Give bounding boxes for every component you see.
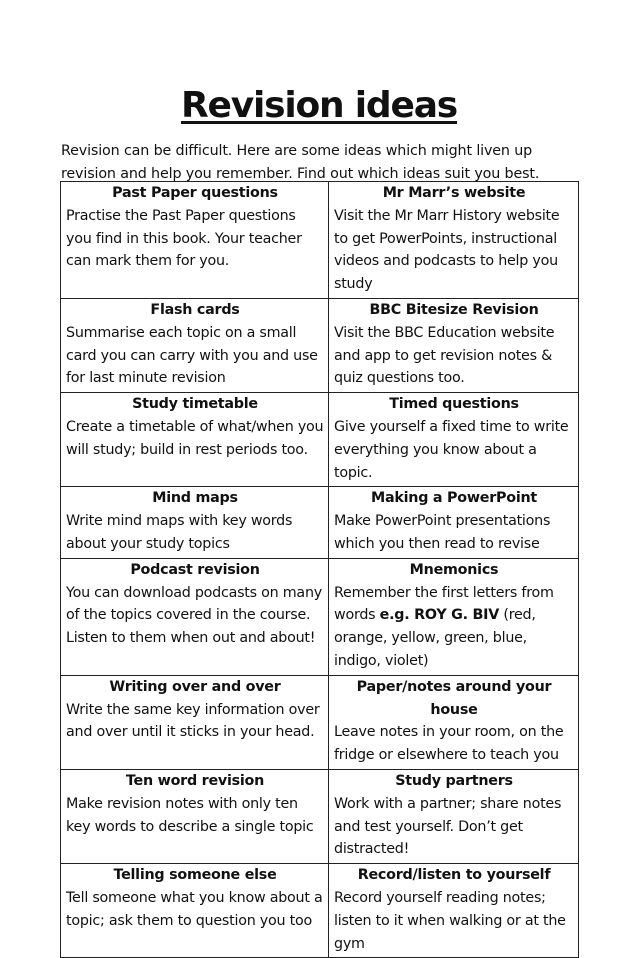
idea-heading: Making a PowerPoint [370,490,538,507]
idea-cell [329,769,579,863]
idea-text: Make PowerPoint presentations which you then read to revise [334,513,551,552]
idea-text: Summarise each topic on a small card you can carry with you and use for last minute revision [66,324,318,387]
idea-heading: Study timetable [132,396,258,413]
idea-heading: Telling someone else [113,867,277,884]
table-row [61,675,579,769]
idea-heading: Mnemonics [409,561,499,578]
idea-text: Visit the Mr Marr History website to get PowerPoints, instructional videos and podcasts to help you study [334,207,560,293]
idea-heading: Flash cards [150,301,240,318]
table-row [61,298,579,392]
idea-cell [61,864,329,958]
idea-text: Write the same key information over and over until it sticks in your head. [66,701,320,741]
idea-text [334,582,574,673]
idea-text: Create a timetable of what/when you will study; build in rest periods too. [66,418,324,458]
idea-text: Record yourself reading notes; listen to it when walking or at the gym [334,889,566,952]
table-row [61,769,579,863]
idea-cell [329,675,579,769]
table-row [61,182,579,299]
idea-heading: Mr Marr’s website [382,185,526,201]
revision-ideas-table [60,181,579,958]
idea-cell [61,393,329,487]
idea-heading: Record/listen to yourself [357,867,551,884]
table-row [61,558,579,675]
idea-text: Make revision notes with only ten key words to describe a single topic [66,795,314,835]
idea-cell [61,487,329,558]
mnemonic-text-start: Remember the first letters from words [334,584,554,624]
page-title [0,84,638,127]
idea-heading: Mind maps [152,490,238,507]
table-row [61,864,579,958]
idea-heading: Timed questions [389,396,519,413]
idea-heading: BBC Bitesize Revision [369,301,539,318]
idea-cell [61,298,329,392]
idea-cell [329,487,579,558]
idea-cell [61,558,329,675]
idea-text: Write mind maps with key words about your study topics [66,513,293,552]
idea-cell [329,298,579,392]
idea-heading: Ten word revision [125,772,265,789]
idea-heading: Writing over and over [109,678,281,695]
idea-cell [329,864,579,958]
idea-heading: Past Paper questions [112,185,278,201]
idea-text: Leave notes in your room, on the fridge or elsewhere to teach you [334,724,564,764]
idea-heading: Podcast revision [130,561,260,578]
idea-text: Work with a partner; share notes and test yourself. Don’t get distracted! [334,795,562,858]
table-row [61,487,579,558]
intro-paragraph: Revision can be difficult. Here are some ideas which might liven up revision and help you remember. Find out which ideas suit you best. [61,143,540,183]
mnemonic-text-end: (red, orange, yellow, green, blue, indigo, violet) [334,607,536,669]
idea-text: Visit the BBC Education website and app to get revision notes & quiz questions too. [334,324,555,387]
idea-cell [61,675,329,769]
idea-text: You can download podcasts on many of the topics covered in the course. Listen to them when out and about! [66,584,322,647]
idea-cell [61,769,329,863]
idea-heading: Study partners [395,772,513,789]
idea-cell [61,182,329,299]
idea-cell [329,393,579,487]
idea-text: Give yourself a fixed time to write everything you know about a topic. [334,418,569,481]
page-title-text: Revision ideas [180,85,458,127]
idea-heading: Paper/notes around your house [356,678,552,718]
mnemonic-example: e.g. ROY G. BIV [379,607,500,624]
idea-text: Tell someone what you know about a topic; ask them to question you too [66,889,323,929]
idea-cell [329,182,579,299]
idea-cell [329,558,579,675]
table-row [61,393,579,487]
idea-text: Practise the Past Paper questions you find in this book. Your teacher can mark them for you. [66,207,302,270]
